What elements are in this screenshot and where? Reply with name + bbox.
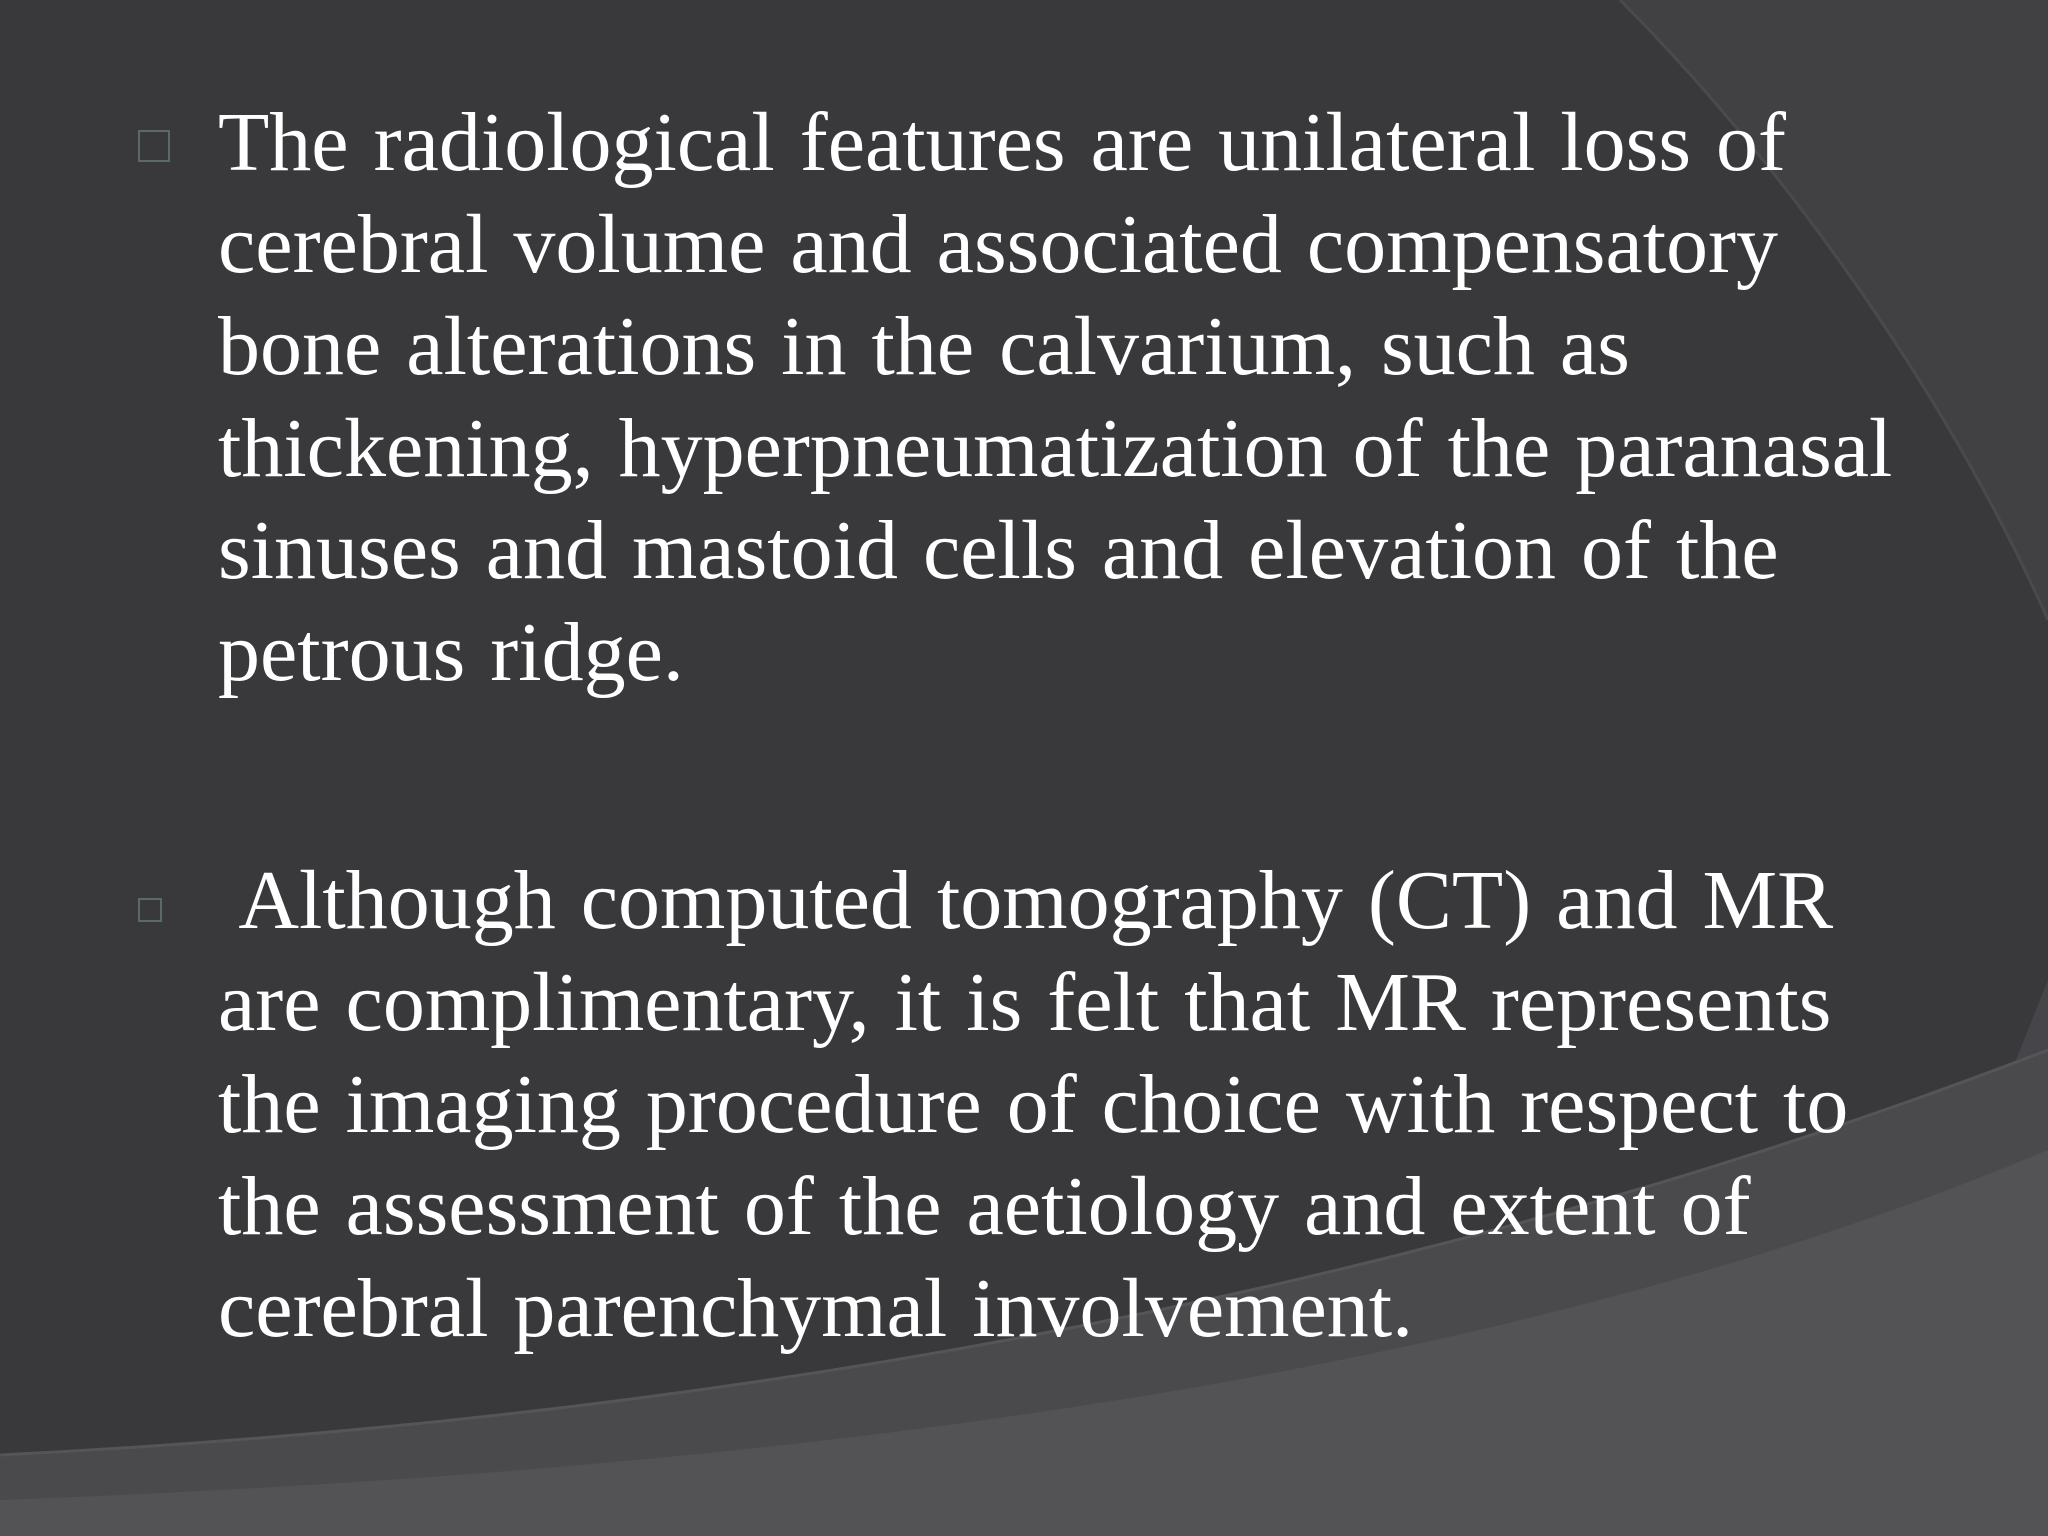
text-line: cerebral parenchymal involvement.: [218, 1262, 1414, 1355]
bullet-paragraph-2: [218, 850, 1918, 1360]
text-line: sinuses and mastoid cells and elevation of the: [218, 504, 1779, 597]
text-line: Although computed tomography (CT) and MR: [218, 854, 1834, 947]
text-line: bone alterations in the calvarium, such as: [218, 300, 1630, 393]
text-line: petrous ridge.: [218, 606, 684, 699]
bullet-marker-1: [138, 130, 170, 162]
text-line: thickening, hyperpneumatization of the paranasal: [218, 402, 1893, 495]
text-line: cerebral volume and associated compensatory: [218, 198, 1779, 291]
text-line: the assessment of the aetiology and extent of: [218, 1160, 1751, 1253]
text-line: are complimentary, it is felt that MR represents: [218, 956, 1832, 1049]
bullet-paragraph-1: [218, 92, 1918, 704]
text-line: The radiological features are unilateral loss of: [218, 96, 1786, 189]
text-line: the imaging procedure of choice with respect to: [218, 1058, 1849, 1151]
bullet-marker-2: [138, 898, 162, 922]
